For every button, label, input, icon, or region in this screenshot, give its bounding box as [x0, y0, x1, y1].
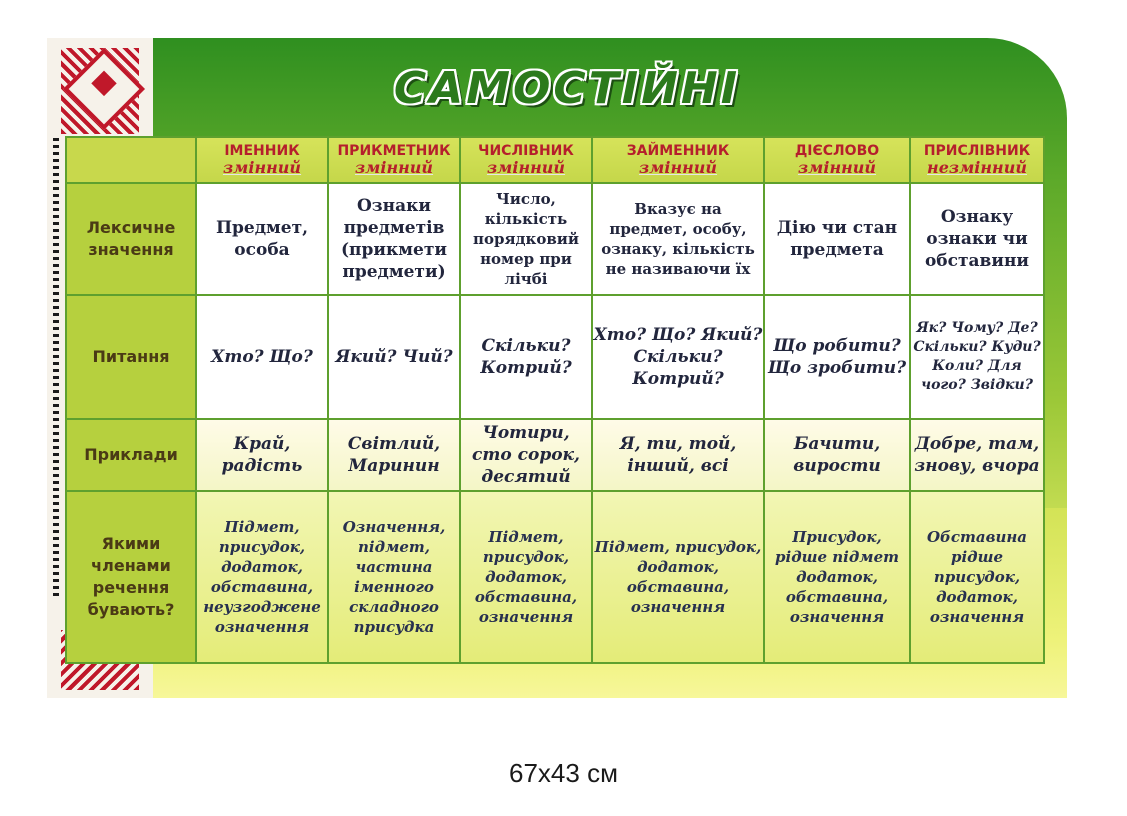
row-label: Питання — [66, 295, 196, 419]
row-label: Якими членами речення бувають? — [66, 491, 196, 663]
poster-board — [47, 38, 1067, 698]
table-cell: Скільки? Котрий? — [460, 295, 592, 419]
row-lexical-meaning — [66, 183, 1044, 295]
table-cell: Ознаки предметів (прикмети предмети) — [328, 183, 460, 295]
header-kind: змінний — [797, 158, 877, 177]
table-cell: Край, радість — [196, 419, 328, 491]
row-label: Лексичне значення — [66, 183, 196, 295]
table-cell: Вказує на предмет, особу, ознаку, кількість не називаючи їх — [592, 183, 764, 295]
header-kind: змінний — [354, 158, 434, 177]
header-verb — [764, 137, 910, 183]
row-sentence-members — [66, 491, 1044, 663]
header-numeral — [460, 137, 592, 183]
table-cell: Присудок, рідше підмет додаток, обставина, означення — [764, 491, 910, 663]
table-cell: Підмет, присудок, додаток, обставина, означення — [592, 491, 764, 663]
header-corner — [66, 137, 196, 183]
header-pos: ЗАЙМЕННИК — [626, 143, 730, 159]
table-cell: Що робити? Що зробити? — [764, 295, 910, 419]
table-cell: Світлий, Маринин — [328, 419, 460, 491]
header-row — [66, 137, 1044, 183]
parts-of-speech-table — [65, 136, 1045, 664]
table-cell: Предмет, особа — [196, 183, 328, 295]
table-cell: Хто? Що? Який? Скільки? Котрий? — [592, 295, 764, 419]
size-caption: 67x43 см — [509, 758, 618, 788]
table-cell: Я, ти, той, інший, всі — [592, 419, 764, 491]
header-kind: незмінний — [927, 158, 1027, 177]
table-cell: Добре, там, знову, вчора — [910, 419, 1044, 491]
table-cell: Означення, підмет, частина іменного складного присудка — [328, 491, 460, 663]
table-cell: Як? Чому? Де? Скільки? Куди? Коли? Для чого? Звідки? — [910, 295, 1044, 419]
ornament-border-left — [53, 138, 59, 598]
header-kind: змінний — [486, 158, 566, 177]
header-pronoun — [592, 137, 764, 183]
header-kind: змінний — [638, 158, 718, 177]
table-cell: Дію чи стан предмета — [764, 183, 910, 295]
header-pos: ЧИСЛІВНИК — [478, 143, 574, 159]
row-questions — [66, 295, 1044, 419]
header-adverb — [910, 137, 1044, 183]
header-pos: ІМЕННИК — [224, 143, 300, 159]
header-noun — [196, 137, 328, 183]
header-adjective — [328, 137, 460, 183]
table-cell: Бачити, вирости — [764, 419, 910, 491]
table-cell: Обставина рідше присудок, додаток, означення — [910, 491, 1044, 663]
table-cell: Підмет, присудок, додаток, обставина, означення — [460, 491, 592, 663]
table-cell: Який? Чий? — [328, 295, 460, 419]
table-cell: Хто? Що? — [196, 295, 328, 419]
table-cell: Ознаку ознаки чи обставини — [910, 183, 1044, 295]
header-pos: ПРИКМЕТНИК — [337, 143, 451, 159]
row-label: Приклади — [66, 419, 196, 491]
row-examples — [66, 419, 1044, 491]
table-cell: Підмет, присудок, додаток, обставина, неузгоджене означення — [196, 491, 328, 663]
poster-title: САМОСТІЙНІ — [393, 62, 741, 114]
table-cell: Число, кількість порядковий номер при лічбі — [460, 183, 592, 295]
header-pos: ДІЄСЛОВО — [794, 143, 880, 159]
table-cell: Чотири, сто сорок, десятий — [460, 419, 592, 491]
header-pos: ПРИСЛІВНИК — [923, 143, 1031, 159]
header-kind: змінний — [222, 158, 302, 177]
